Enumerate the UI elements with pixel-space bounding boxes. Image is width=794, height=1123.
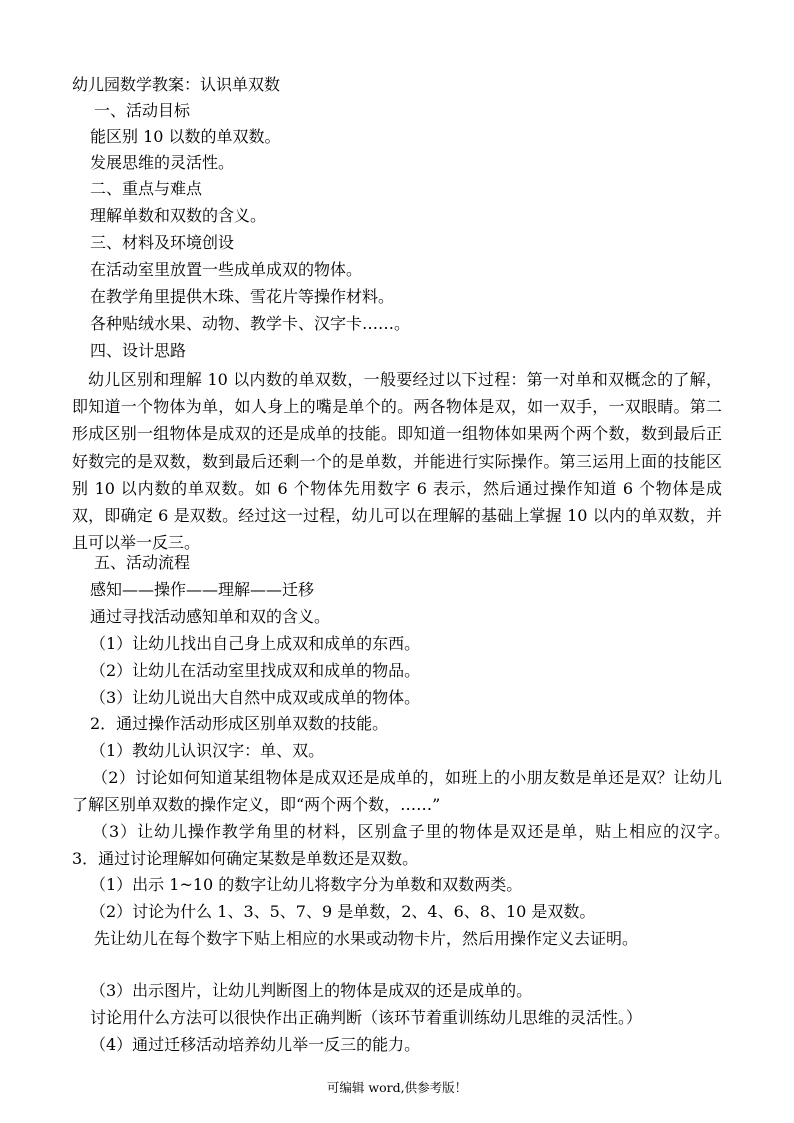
step-item: （1）让幼儿找出自己身上成双和成单的东西。 xyxy=(90,634,421,653)
step-item: （3）让幼儿操作教学角里的材料，区别盒子里的物体是双还是单，贴上相应的汉字。 3．通过讨论理解如何确定某数是单数还是双数。 xyxy=(72,822,744,869)
step-item: （3）让幼儿说出大自然中成双或成单的物体。 xyxy=(90,688,421,707)
step-item: （1）出示 1~10 的数字让幼儿将数字分为单数和双数两类。 xyxy=(90,875,523,894)
focus-item: 理解单数和双数的含义。 xyxy=(90,206,267,225)
material-item: 各种贴绒水果、动物、教学卡、汉字卡……。 xyxy=(90,314,411,333)
step-item: 先让幼儿在每个数字下贴上相应的水果或动物卡片，然后用操作定义去证明。 xyxy=(94,929,639,948)
section-heading-materials: 三、材料及环境创设 xyxy=(90,233,235,252)
step-item: （3）出示图片，让幼儿判断图上的物体是成双的还是成单的。 xyxy=(90,981,533,1000)
step-item: 讨论用什么方法可以很快作出正确判断（该环节着重训练幼儿思维的灵活性。） xyxy=(90,1008,643,1027)
page-footer: 可编辑 word,供参考版！ xyxy=(326,1080,468,1095)
step-heading: 通过寻找活动感知单和双的含义。 xyxy=(90,607,331,626)
material-item: 在教学角里提供木珠、雪花片等操作材料。 xyxy=(90,287,395,306)
step-item: （4）通过迁移活动培养幼儿举一反三的能力。 xyxy=(90,1035,421,1054)
goal-item: 能区别 10 以数的单双数。 xyxy=(90,127,281,146)
section-heading-design: 四、设计思路 xyxy=(90,341,187,360)
section-heading-focus: 二、重点与难点 xyxy=(90,179,203,198)
step-item: （1）教幼儿认识汉字：单、双。 xyxy=(90,741,325,760)
step-heading: 2．通过操作活动形成区别单双数的技能。 xyxy=(90,714,389,733)
step-item: （2）讨论如何知道某组物体是成双还是成单的，如班上的小朋友数是单还是双？让幼儿了解区别单双数的操作定义，即“两个两个数，……” xyxy=(72,768,722,815)
step-item: （2）让幼儿在活动室里找成双和成单的物品。 xyxy=(90,661,421,680)
goal-item: 发展思维的灵活性。 xyxy=(90,153,235,172)
process-flow: 感知——操作——理解——迁移 xyxy=(90,580,315,599)
material-item: 在活动室里放置一些成单成双的物体。 xyxy=(90,260,363,279)
document-title: 幼儿园数学教案：认识单双数 xyxy=(72,75,281,94)
section-heading-process: 五、活动流程 xyxy=(94,553,191,572)
step-item: （2）讨论为什么 1、3、5、7、9 是单数，2、4、6、8、10 是双数。 xyxy=(90,902,596,921)
design-paragraph: 幼儿区别和理解 10 以内数的单双数，一般要经过以下过程：第一对单和双概念的了解，即知道一个物体为单，如人身上的嘴是单个的。两各物体是双，如一双手，一双眼睛。第二形成区别一组物体是成双的还是成单的技能。即知道一组物体如果两个两个数，数到最后正好数完的是双数，数到最后还剩一个的是单数，并能进行实际操作。第三运用上面的技能区别 10 以内数的单双数。如 6 个物体先用数字 6 表示，然后通过操作知道 6 个物体是成双，即确定 6 是双数。经过这一过程，幼儿可以在理解的基础上掌握 10 以内的单双数，并且可以举一反三。 xyxy=(72,370,722,553)
section-heading-goals: 一、活动目标 xyxy=(94,101,191,120)
